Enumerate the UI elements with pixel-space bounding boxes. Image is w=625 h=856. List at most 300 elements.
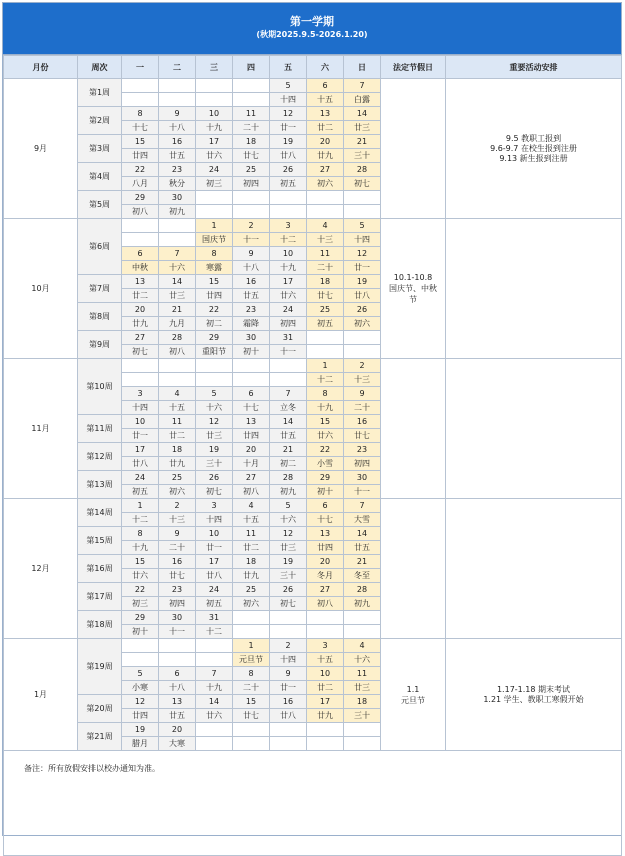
lunar-date: 十五 — [307, 93, 344, 107]
day-number: 18 — [159, 443, 196, 457]
day-number: 13 — [307, 107, 344, 121]
week-label: 第17周 — [78, 583, 122, 611]
day-number: 31 — [196, 611, 233, 625]
empty-cell — [270, 359, 307, 373]
day-number: 29 — [307, 471, 344, 485]
day-number: 16 — [270, 695, 307, 709]
lunar-date: 小雪 — [307, 457, 344, 471]
day-number: 14 — [159, 275, 196, 289]
lunar-date: 廿七 — [233, 149, 270, 163]
day-number: 11 — [233, 107, 270, 121]
lunar-date: 立冬 — [270, 401, 307, 415]
lunar-date: 十四 — [122, 401, 159, 415]
day-number: 10 — [196, 527, 233, 541]
day-number: 13 — [122, 275, 159, 289]
day-number: 28 — [159, 331, 196, 345]
lunar-date: 廿二 — [159, 429, 196, 443]
empty-cell — [233, 625, 270, 639]
lunar-date: 十八 — [233, 261, 270, 275]
lunar-date: 廿一 — [122, 429, 159, 443]
week-label: 第13周 — [78, 471, 122, 499]
empty-cell — [196, 359, 233, 373]
lunar-date: 廿七 — [307, 289, 344, 303]
day-number: 28 — [270, 471, 307, 485]
lunar-date: 三十 — [196, 457, 233, 471]
empty-cell — [159, 359, 196, 373]
empty-cell — [233, 79, 270, 93]
lunar-date: 冬月 — [307, 569, 344, 583]
lunar-date: 十五 — [307, 653, 344, 667]
lunar-date: 中秋 — [122, 261, 159, 275]
lunar-date: 三十 — [344, 149, 381, 163]
day-number: 2 — [159, 499, 196, 513]
empty-cell — [307, 723, 344, 737]
lunar-date: 初五 — [122, 485, 159, 499]
day-number: 11 — [233, 527, 270, 541]
column-header-thursday: 四 — [233, 56, 270, 79]
empty-cell — [344, 191, 381, 205]
day-number: 15 — [307, 415, 344, 429]
calendar-body — [4, 79, 622, 751]
day-number: 7 — [344, 79, 381, 93]
day-number: 17 — [122, 443, 159, 457]
lunar-date: 廿一 — [270, 121, 307, 135]
lunar-date: 秋分 — [159, 177, 196, 191]
day-number: 21 — [344, 135, 381, 149]
day-number: 23 — [344, 443, 381, 457]
activity-item: 9.6-9.7 在校生报到注册 — [490, 143, 577, 153]
month-label: 9月 — [4, 79, 78, 219]
lunar-date: 廿七 — [159, 569, 196, 583]
lunar-date: 廿六 — [122, 569, 159, 583]
lunar-date: 廿五 — [159, 709, 196, 723]
empty-cell — [307, 191, 344, 205]
lunar-date: 小寒 — [122, 681, 159, 695]
day-number: 21 — [270, 443, 307, 457]
lunar-date: 十四 — [270, 93, 307, 107]
activities-cell — [446, 639, 622, 751]
day-number: 7 — [270, 387, 307, 401]
lunar-date: 初十 — [307, 485, 344, 499]
lunar-date: 十八 — [159, 681, 196, 695]
empty-cell — [344, 723, 381, 737]
empty-cell — [307, 611, 344, 625]
lunar-date: 廿六 — [196, 149, 233, 163]
empty-cell — [233, 205, 270, 219]
lunar-date: 初六 — [233, 597, 270, 611]
empty-cell — [270, 611, 307, 625]
lunar-date: 廿三 — [344, 681, 381, 695]
calendar-row — [4, 639, 622, 653]
lunar-date: 廿九 — [159, 457, 196, 471]
week-label: 第4周 — [78, 163, 122, 191]
day-number: 24 — [270, 303, 307, 317]
day-number: 26 — [270, 163, 307, 177]
calendar-row — [4, 79, 622, 93]
day-number: 12 — [270, 107, 307, 121]
day-number: 30 — [233, 331, 270, 345]
day-number: 16 — [159, 555, 196, 569]
lunar-date: 十九 — [270, 261, 307, 275]
empty-cell — [270, 625, 307, 639]
lunar-date: 廿九 — [233, 569, 270, 583]
week-label: 第20周 — [78, 695, 122, 723]
holiday-cell — [381, 359, 446, 499]
day-number: 20 — [122, 303, 159, 317]
empty-cell — [233, 611, 270, 625]
day-number: 1 — [233, 639, 270, 653]
day-number: 27 — [233, 471, 270, 485]
lunar-date: 十一 — [233, 233, 270, 247]
lunar-date: 廿八 — [196, 569, 233, 583]
day-number: 16 — [344, 415, 381, 429]
column-header-sunday: 日 — [344, 56, 381, 79]
day-number: 15 — [122, 135, 159, 149]
day-number: 8 — [233, 667, 270, 681]
day-number: 16 — [159, 135, 196, 149]
lunar-date: 廿四 — [122, 149, 159, 163]
day-number: 2 — [344, 359, 381, 373]
lunar-date: 三十 — [270, 569, 307, 583]
week-label: 第5周 — [78, 191, 122, 219]
day-number: 6 — [159, 667, 196, 681]
day-number: 14 — [344, 527, 381, 541]
lunar-date: 廿五 — [233, 289, 270, 303]
day-number: 8 — [307, 387, 344, 401]
lunar-date: 十三 — [159, 513, 196, 527]
school-calendar-table — [3, 55, 622, 856]
day-number: 12 — [270, 527, 307, 541]
day-number: 31 — [270, 331, 307, 345]
lunar-date: 初六 — [307, 177, 344, 191]
empty-cell — [196, 723, 233, 737]
day-number: 30 — [159, 191, 196, 205]
lunar-date: 初六 — [344, 317, 381, 331]
lunar-date: 初四 — [233, 177, 270, 191]
lunar-date: 廿四 — [122, 709, 159, 723]
lunar-date: 初七 — [270, 597, 307, 611]
day-number: 28 — [344, 583, 381, 597]
lunar-date: 廿六 — [307, 429, 344, 443]
lunar-date: 十一 — [344, 485, 381, 499]
day-number: 9 — [344, 387, 381, 401]
holiday-text: 10.1-10.8 — [393, 273, 433, 282]
day-number: 10 — [196, 107, 233, 121]
column-header-saturday: 六 — [307, 56, 344, 79]
lunar-date: 二十 — [159, 541, 196, 555]
empty-cell — [159, 93, 196, 107]
empty-cell — [196, 373, 233, 387]
day-number: 29 — [122, 191, 159, 205]
day-number: 27 — [307, 583, 344, 597]
lunar-date: 十五 — [159, 401, 196, 415]
calendar-header — [3, 3, 621, 55]
empty-cell — [344, 611, 381, 625]
day-number: 19 — [122, 723, 159, 737]
lunar-date: 十四 — [344, 233, 381, 247]
day-number: 5 — [270, 79, 307, 93]
empty-cell — [159, 639, 196, 653]
empty-cell — [233, 359, 270, 373]
lunar-date: 十三 — [344, 373, 381, 387]
empty-cell — [159, 79, 196, 93]
day-number: 5 — [196, 387, 233, 401]
lunar-date: 廿八 — [270, 709, 307, 723]
day-number: 20 — [159, 723, 196, 737]
lunar-date: 廿六 — [270, 289, 307, 303]
lunar-date: 廿五 — [270, 429, 307, 443]
holiday-cell — [381, 219, 446, 359]
day-number: 17 — [196, 135, 233, 149]
day-number: 4 — [307, 219, 344, 233]
day-number: 6 — [122, 247, 159, 261]
day-number: 26 — [344, 303, 381, 317]
column-header-tuesday: 二 — [159, 56, 196, 79]
column-header-activities: 重要活动安排 — [446, 56, 622, 79]
empty-cell — [233, 191, 270, 205]
day-number: 7 — [196, 667, 233, 681]
column-header-week: 周次 — [78, 56, 122, 79]
lunar-date: 廿九 — [307, 149, 344, 163]
week-label: 第15周 — [78, 527, 122, 555]
empty-cell — [196, 639, 233, 653]
lunar-date: 二十 — [233, 681, 270, 695]
lunar-date: 初四 — [344, 457, 381, 471]
day-number: 19 — [270, 135, 307, 149]
empty-cell — [270, 205, 307, 219]
day-number: 10 — [122, 415, 159, 429]
column-header-wednesday: 三 — [196, 56, 233, 79]
lunar-date: 寒露 — [196, 261, 233, 275]
empty-cell — [233, 93, 270, 107]
lunar-date: 重阳节 — [196, 345, 233, 359]
lunar-date: 廿七 — [344, 429, 381, 443]
lunar-date: 廿五 — [344, 541, 381, 555]
activity-item: 1.17-1.18 期末考试 — [496, 684, 571, 694]
lunar-date: 初二 — [196, 317, 233, 331]
note-text: 备注：所有放假安排以校办通知为准。 — [4, 751, 622, 856]
day-number: 12 — [196, 415, 233, 429]
day-number: 24 — [122, 471, 159, 485]
week-label: 第16周 — [78, 555, 122, 583]
lunar-date: 十六 — [159, 261, 196, 275]
day-number: 3 — [307, 639, 344, 653]
lunar-date: 十二 — [270, 233, 307, 247]
lunar-date: 初四 — [159, 597, 196, 611]
holiday-cell — [381, 79, 446, 219]
day-number: 14 — [270, 415, 307, 429]
holiday-cell — [381, 639, 446, 751]
day-number: 5 — [344, 219, 381, 233]
lunar-date: 十五 — [233, 513, 270, 527]
day-number: 11 — [159, 415, 196, 429]
lunar-date: 十一 — [270, 345, 307, 359]
empty-cell — [196, 737, 233, 751]
day-number: 29 — [196, 331, 233, 345]
lunar-date: 初七 — [196, 485, 233, 499]
lunar-date: 初八 — [122, 205, 159, 219]
week-label: 第21周 — [78, 723, 122, 751]
lunar-date: 廿九 — [122, 317, 159, 331]
day-number: 1 — [196, 219, 233, 233]
empty-cell — [122, 653, 159, 667]
day-number: 13 — [233, 415, 270, 429]
empty-cell — [122, 359, 159, 373]
day-number: 7 — [159, 247, 196, 261]
day-number: 26 — [196, 471, 233, 485]
lunar-date: 三十 — [344, 709, 381, 723]
day-number: 22 — [122, 163, 159, 177]
day-number: 9 — [233, 247, 270, 261]
empty-cell — [307, 345, 344, 359]
day-number: 23 — [159, 163, 196, 177]
day-number: 18 — [307, 275, 344, 289]
lunar-date: 十九 — [196, 121, 233, 135]
lunar-date: 十九 — [307, 401, 344, 415]
day-number: 18 — [344, 695, 381, 709]
week-label: 第1周 — [78, 79, 122, 107]
week-label: 第9周 — [78, 331, 122, 359]
day-number: 8 — [196, 247, 233, 261]
empty-cell — [344, 737, 381, 751]
empty-cell — [270, 737, 307, 751]
lunar-date: 廿八 — [270, 149, 307, 163]
activities-cell — [446, 79, 622, 219]
day-number: 6 — [307, 79, 344, 93]
lunar-date: 廿九 — [307, 709, 344, 723]
column-header-holidays: 法定节假日 — [381, 56, 446, 79]
lunar-date: 廿一 — [196, 541, 233, 555]
day-number: 10 — [307, 667, 344, 681]
lunar-date: 十七 — [307, 513, 344, 527]
month-label: 1月 — [4, 639, 78, 751]
holiday-cell — [381, 499, 446, 639]
lunar-date: 国庆节 — [196, 233, 233, 247]
calendar-page — [2, 2, 622, 836]
day-number: 9 — [159, 107, 196, 121]
day-number: 17 — [270, 275, 307, 289]
lunar-date: 廿三 — [270, 541, 307, 555]
lunar-date: 初十 — [233, 345, 270, 359]
day-number: 29 — [122, 611, 159, 625]
lunar-date: 初二 — [270, 457, 307, 471]
day-number: 27 — [307, 163, 344, 177]
holiday-text: 国庆节、中秋 — [389, 284, 437, 293]
lunar-date: 廿四 — [233, 429, 270, 443]
lunar-date: 冬至 — [344, 569, 381, 583]
lunar-date: 十四 — [270, 653, 307, 667]
empty-cell — [122, 233, 159, 247]
holiday-text: 节 — [409, 295, 417, 304]
empty-cell — [122, 219, 159, 233]
day-number: 14 — [344, 107, 381, 121]
day-number: 3 — [270, 219, 307, 233]
day-number: 1 — [122, 499, 159, 513]
lunar-date: 廿四 — [196, 289, 233, 303]
empty-cell — [196, 93, 233, 107]
day-number: 6 — [307, 499, 344, 513]
lunar-date: 十六 — [270, 513, 307, 527]
page-subtitle: (秋期2025.9.5-2026.1.20) — [256, 30, 368, 39]
day-number: 12 — [344, 247, 381, 261]
lunar-date: 初三 — [122, 597, 159, 611]
day-number: 11 — [344, 667, 381, 681]
lunar-date: 廿八 — [344, 289, 381, 303]
day-number: 1 — [307, 359, 344, 373]
lunar-date: 初七 — [122, 345, 159, 359]
day-number: 26 — [270, 583, 307, 597]
day-number: 4 — [344, 639, 381, 653]
lunar-date: 二十 — [233, 121, 270, 135]
day-number: 8 — [122, 107, 159, 121]
day-number: 17 — [196, 555, 233, 569]
lunar-date: 初三 — [196, 177, 233, 191]
lunar-date: 廿七 — [233, 709, 270, 723]
month-label: 12月 — [4, 499, 78, 639]
empty-cell — [307, 625, 344, 639]
day-number: 25 — [233, 163, 270, 177]
empty-cell — [344, 331, 381, 345]
activity-item: 9.13 新生报到注册 — [499, 153, 568, 163]
calendar-row — [4, 219, 622, 233]
lunar-date: 初九 — [344, 597, 381, 611]
empty-cell — [122, 93, 159, 107]
lunar-date: 廿八 — [122, 457, 159, 471]
day-number: 7 — [344, 499, 381, 513]
day-number: 21 — [159, 303, 196, 317]
lunar-date: 初五 — [196, 597, 233, 611]
empty-cell — [270, 191, 307, 205]
week-label: 第10周 — [78, 359, 122, 415]
lunar-date: 霜降 — [233, 317, 270, 331]
day-number: 25 — [159, 471, 196, 485]
lunar-date: 初九 — [159, 205, 196, 219]
day-number: 18 — [233, 555, 270, 569]
day-number: 9 — [270, 667, 307, 681]
lunar-date: 十月 — [233, 457, 270, 471]
lunar-date: 十七 — [122, 121, 159, 135]
empty-cell — [196, 191, 233, 205]
week-label: 第19周 — [78, 639, 122, 695]
holiday-text: 1.1 — [406, 684, 420, 694]
day-number: 22 — [307, 443, 344, 457]
lunar-date: 初五 — [307, 317, 344, 331]
day-number: 24 — [196, 583, 233, 597]
lunar-date: 大寒 — [159, 737, 196, 751]
week-label: 第3周 — [78, 135, 122, 163]
empty-cell — [307, 737, 344, 751]
day-number: 16 — [233, 275, 270, 289]
day-number: 25 — [233, 583, 270, 597]
month-label: 11月 — [4, 359, 78, 499]
lunar-date: 初六 — [159, 485, 196, 499]
lunar-date: 廿一 — [344, 261, 381, 275]
day-number: 6 — [233, 387, 270, 401]
day-number: 14 — [196, 695, 233, 709]
lunar-date: 二十 — [344, 401, 381, 415]
empty-cell — [307, 331, 344, 345]
empty-cell — [122, 79, 159, 93]
lunar-date: 廿五 — [159, 149, 196, 163]
day-number: 25 — [307, 303, 344, 317]
empty-cell — [196, 653, 233, 667]
lunar-date: 初八 — [233, 485, 270, 499]
week-label: 第2周 — [78, 107, 122, 135]
day-number: 19 — [196, 443, 233, 457]
lunar-date: 初十 — [122, 625, 159, 639]
lunar-date: 十四 — [196, 513, 233, 527]
empty-cell — [159, 653, 196, 667]
